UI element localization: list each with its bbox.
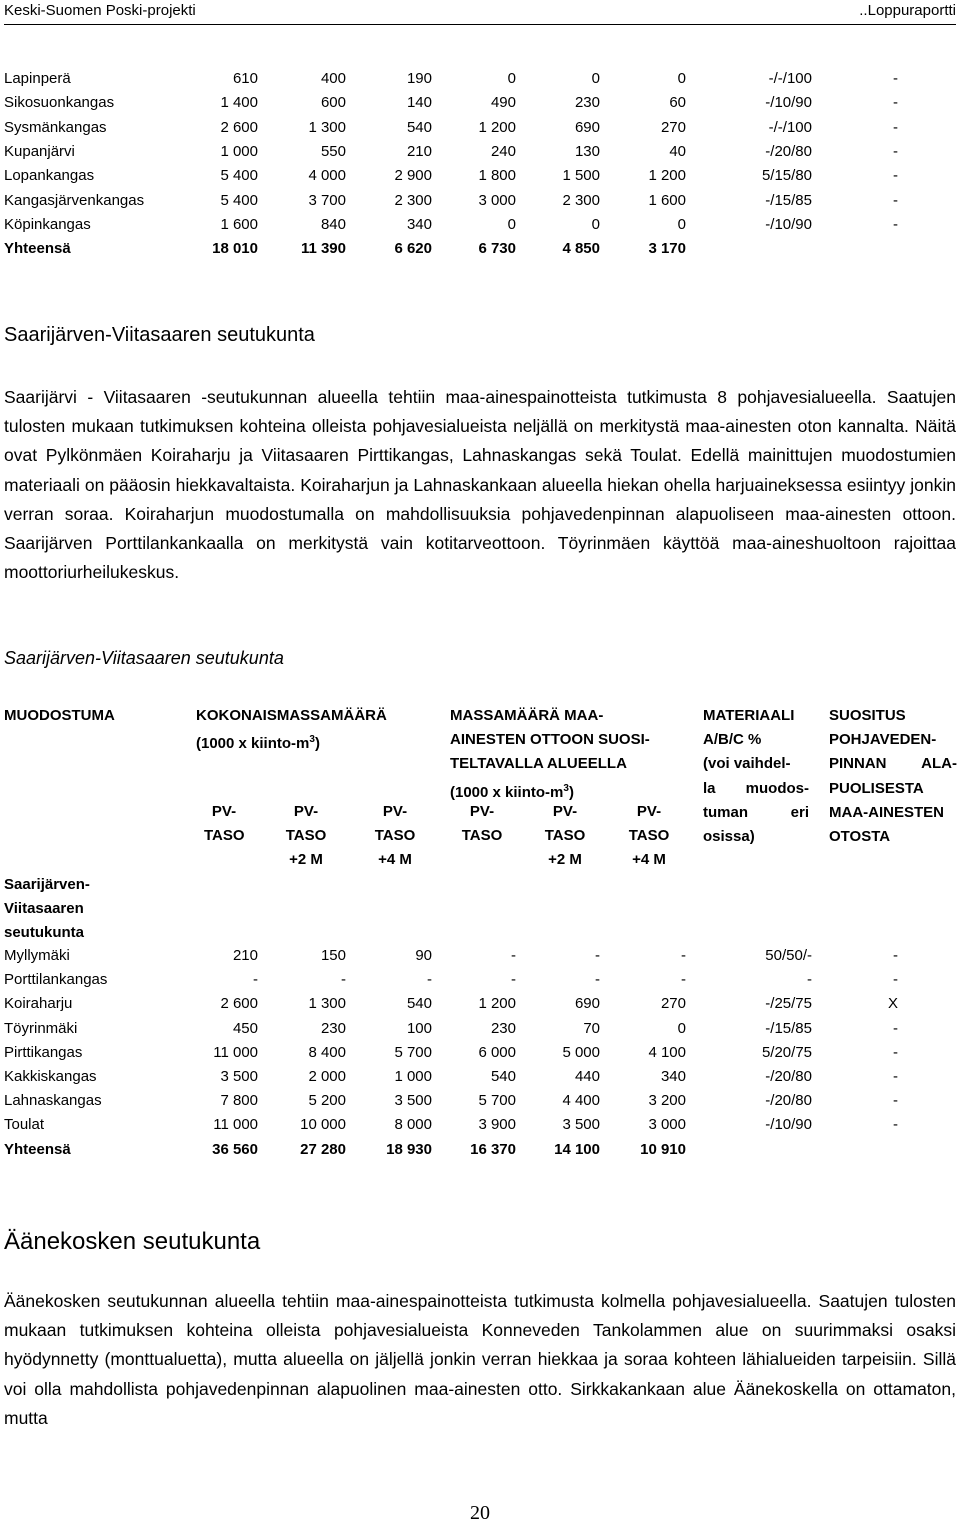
row-name: Porttilankangas (4, 971, 108, 989)
sub-plus4: +4 M (632, 851, 666, 869)
cell-col-7: -/10/90 (765, 215, 812, 233)
cell-col-5: - (595, 971, 600, 989)
cell-col-6: 4 100 (648, 1043, 686, 1061)
header-massa-close: ) (568, 783, 574, 801)
sub-plus2: +2 M (548, 851, 582, 869)
cell-col-3: 540 (406, 995, 432, 1013)
header-mat-eri: eri (790, 803, 809, 821)
row-name: Köpinkangas (4, 215, 91, 233)
page-number: 20 (470, 1502, 490, 1524)
cell-col-3: 100 (406, 1019, 432, 1037)
header-mat-la: la (703, 779, 716, 797)
cell-col-7: 5/20/75 (761, 1043, 812, 1061)
cell-col-2: 4 000 (308, 167, 346, 185)
cell-col-1: 5 400 (220, 191, 258, 209)
region-label (4, 873, 90, 946)
cell-col-3: 18 930 (386, 1140, 432, 1158)
header-mat-line1: MATERIAALI (703, 707, 795, 724)
cell-col-1: 7 800 (220, 1092, 258, 1110)
sub-taso: TASO (628, 827, 670, 845)
cell-col-2: 1 300 (308, 995, 346, 1013)
header-massa-sup: 3 (563, 782, 569, 794)
cell-col-2: 400 (320, 70, 346, 87)
cell-col-4: - (511, 971, 516, 989)
cell-col-5: 2 300 (562, 191, 600, 209)
cell-col-8: - (893, 118, 898, 136)
sub-taso: TASO (461, 827, 503, 845)
cell-col-3: 2 900 (394, 167, 432, 185)
cell-col-6: 1 200 (648, 167, 686, 185)
table-row (4, 141, 956, 165)
header-muodostuma: MUODOSTUMA (4, 707, 115, 724)
row-name: Kakkiskangas (4, 1068, 97, 1085)
sub-pv: PV- (469, 803, 495, 820)
table-row (4, 1090, 956, 1114)
cell-col-2: 3 700 (308, 191, 346, 209)
cell-col-3: 340 (406, 215, 432, 233)
table-row (4, 945, 956, 969)
row-name: Lahnaskangas (4, 1092, 102, 1110)
sub-plus2: +2 M (289, 851, 323, 869)
cell-col-4: 1 800 (478, 167, 516, 185)
cell-col-8: - (893, 167, 898, 185)
section-heading-saarijarvi: Saarijärven-Viitasaaren seutukunta (4, 324, 315, 346)
header-materiaali (703, 704, 809, 849)
cell-col-5: 440 (574, 1068, 600, 1085)
cell-col-2: 1 300 (308, 118, 346, 136)
cell-col-1: 18 010 (212, 240, 258, 258)
table-row (4, 190, 956, 214)
cell-col-8: - (893, 971, 898, 989)
section-paragraph-aanekoski: Äänekosken seutukunnan alueella tehtiin maa-ainespainotteista tutkimusta kolmella pohjavesialueella. Saatujen tulosten mukaan tutkimuksen kohteina olleista pohjavesialueista Konneveden Tankolammen alue on suurimmaksi osaksi hyödynnetty (monttualuetta), mutta alueella on jäljellä jonkin verran hiekkaa ja soraa kohteen lähialueiden tarpeisiin. Sillä voi olla mahdollista pohjavedenpinnan alapuolinen maa-ainesten otto. Sirkkakankaan alue Äänekoskella on ottamaton, mutta (4, 1291, 956, 1428)
cell-col-7: -/10/90 (765, 94, 812, 112)
sub-plus4: +4 M (378, 851, 412, 869)
cell-col-6: - (681, 947, 686, 964)
cell-col-3: 90 (415, 947, 432, 964)
table-row (4, 1066, 956, 1090)
cell-col-2: 10 000 (300, 1116, 346, 1134)
row-name: Yhteensä (4, 240, 71, 258)
header-kokonais-close: ) (314, 735, 320, 753)
cell-col-2: 550 (320, 142, 346, 160)
header-massa-unit: (1000 x kiinto-m (450, 783, 564, 801)
cell-col-8: - (893, 70, 898, 87)
cell-col-3: 140 (406, 94, 432, 112)
cell-col-6: 270 (660, 995, 686, 1013)
cell-col-7: -/20/80 (765, 1092, 812, 1110)
table-row (4, 993, 956, 1017)
cell-col-1: 11 000 (213, 1043, 258, 1061)
cell-col-7: -/10/90 (765, 1116, 812, 1134)
cell-col-1: 210 (232, 947, 258, 964)
cell-col-5: 0 (591, 70, 600, 87)
cell-col-1: 610 (232, 70, 258, 87)
cell-col-5: 0 (591, 215, 600, 233)
subheader-pv-taso-4 (458, 800, 506, 848)
table-row (4, 165, 956, 189)
cell-col-7: -/20/80 (765, 1068, 812, 1085)
header-kokonais-line1: KOKONAISMASSAMÄÄRÄ (196, 707, 387, 724)
region-line2: Viitasaaren (4, 900, 84, 918)
row-name: Sikosuonkangas (4, 94, 115, 112)
row-name: Sysmänkangas (4, 118, 107, 136)
sub-pv: PV- (552, 803, 578, 820)
subheader-pv-taso-5 (541, 800, 589, 873)
cell-col-6: 0 (677, 70, 686, 87)
cell-col-8: - (893, 1068, 898, 1085)
cell-col-2: 5 200 (308, 1092, 346, 1110)
header-report-title: ..Loppuraportti (859, 2, 956, 19)
header-mat-tuman: tuman (703, 803, 748, 821)
cell-col-4: 16 370 (470, 1140, 516, 1158)
cell-col-7: - (807, 971, 812, 989)
row-name: Koiraharju (4, 995, 73, 1013)
cell-col-1: 5 400 (220, 167, 258, 185)
sub-pv: PV- (293, 803, 319, 820)
region-line3: seutukunta (4, 924, 85, 942)
header-suos-line1: SUOSITUS (829, 707, 906, 724)
table-row (4, 238, 956, 262)
subheader-pv-taso-1 (204, 800, 244, 848)
cell-col-8: - (893, 1019, 898, 1037)
cell-col-3: 540 (406, 118, 432, 136)
cell-col-4: 230 (490, 1019, 516, 1037)
cell-col-4: 0 (507, 215, 516, 233)
region-line1: Saarijärven- (4, 876, 90, 893)
sub-taso: TASO (204, 827, 245, 845)
cell-col-8: X (887, 995, 898, 1013)
cell-col-1: 1 400 (220, 94, 258, 112)
section-heading-aanekoski: Äänekosken seutukunta (4, 1228, 261, 1255)
cell-col-2: 11 390 (300, 240, 346, 258)
cell-col-8: - (893, 1116, 898, 1134)
cell-col-5: 1 500 (562, 167, 600, 185)
cell-col-7: -/20/80 (765, 142, 812, 160)
table-row (4, 1018, 956, 1042)
cell-col-5: 130 (574, 142, 600, 160)
cell-col-4: 1 200 (478, 118, 516, 136)
cell-col-7: 5/15/80 (761, 167, 812, 185)
header-suos-line4: PUOLISESTA (829, 779, 924, 797)
cell-col-1: 1 600 (220, 215, 258, 233)
header-massa-line1: MASSAMÄÄRÄ MAA- (450, 707, 604, 724)
cell-col-7: -/-/100 (768, 118, 812, 136)
row-name: Lopankangas (4, 167, 95, 185)
sub-pv: PV- (636, 803, 662, 820)
table-row (4, 68, 956, 92)
cell-col-4: 240 (490, 142, 516, 160)
table-row (4, 92, 956, 116)
row-name: Yhteensä (4, 1140, 71, 1158)
cell-col-2: 150 (320, 947, 346, 964)
header-massamaara (450, 704, 650, 805)
cell-col-8: - (893, 94, 898, 112)
cell-col-3: 2 300 (394, 191, 432, 209)
cell-col-2: 8 400 (308, 1043, 346, 1061)
cell-col-2: - (341, 971, 346, 989)
cell-col-5: 690 (574, 118, 600, 136)
header-kokonais-line2 (196, 728, 387, 756)
row-name: Kupanjärvi (4, 142, 75, 160)
cell-col-6: 3 170 (648, 240, 686, 258)
cell-col-3: - (427, 971, 432, 989)
cell-col-7: -/-/100 (768, 70, 812, 87)
header-suos-line3 (829, 752, 957, 776)
page-header (4, 0, 956, 25)
cell-col-4: 1 200 (478, 995, 516, 1013)
cell-col-5: 690 (574, 995, 600, 1013)
cell-col-4: 6 730 (478, 240, 516, 258)
subheader-pv-taso-2 (282, 800, 330, 873)
cell-col-5: 230 (574, 94, 600, 112)
table-row (4, 1114, 956, 1138)
cell-col-1: 450 (232, 1019, 258, 1037)
cell-col-5: 4 850 (562, 240, 600, 258)
cell-col-5: 14 100 (554, 1140, 600, 1158)
cell-col-3: 210 (406, 142, 432, 160)
table-row (4, 214, 956, 238)
header-suos-line5: MAA-AINESTEN (829, 803, 944, 821)
cell-col-8: - (893, 191, 898, 209)
cell-col-4: 6 000 (478, 1043, 516, 1061)
header-mat-line4 (703, 777, 809, 801)
sub-taso: TASO (285, 827, 327, 845)
cell-col-4: 5 700 (478, 1092, 516, 1110)
header-massa-line3: TELTAVALLA ALUEELLA (450, 755, 627, 773)
cell-col-4: 3 900 (478, 1116, 516, 1134)
header-kokonais-unit: (1000 x kiinto-m (196, 735, 310, 753)
sub-taso: TASO (544, 827, 586, 845)
cell-col-1: 1 000 (220, 142, 258, 160)
cell-col-1: 36 560 (212, 1140, 258, 1158)
cell-col-8: - (893, 215, 898, 233)
header-mat-line5 (703, 801, 809, 825)
table-row (4, 969, 956, 993)
cell-col-6: 340 (660, 1068, 686, 1085)
cell-col-8: - (893, 947, 898, 964)
table-row (4, 1042, 956, 1066)
cell-col-1: 3 500 (220, 1068, 258, 1085)
row-name: Kangasjärvenkangas (4, 191, 145, 209)
row-name: Myllymäki (4, 947, 70, 964)
section-paragraph-saarijarvi: Saarijärvi - Viitasaaren -seutukunnan alueella tehtiin maa-ainespainotteista tutkimusta 8 pohjavesialueella. Saatujen tulosten mukaan tutkimuksen kohteina olleista pohjavesialueista neljällä on merkitystä maa-ainesten oton kannalta. Näitä ovat Pylkönmäen Koiraharju ja Viitasaaren Pirttikangas, Lahnaskangas sekä Toulat. Edellä mainittujen muodostumien materiaali on pääosin hiekkavaltaista. Koiraharjun ja Lahnaskankaan alueella hiekan ohella harjuaineksessa esiintyy jonkin verran soraa. Koiraharjun muodostumalla on mahdollisuuksia pohjavedenpinnan alapuoliseen maa-ainesten ottoon. Saarijärven Porttilankankaalla on merkitystä vain kotitarveottoon. Töyrinmäen käyttöä maa-aineshuoltoon rajoittaa moottoriurheilukeskus. (4, 387, 956, 583)
table-caption: Saarijärven-Viitasaaren seutukunta (4, 648, 284, 668)
cell-col-1: 2 600 (220, 118, 258, 136)
sub-taso: TASO (374, 827, 416, 845)
header-suositus (829, 704, 957, 849)
cell-col-6: 1 600 (648, 191, 686, 209)
cell-col-4: - (511, 947, 516, 964)
cell-col-5: - (595, 947, 600, 964)
cell-col-5: 4 400 (562, 1092, 600, 1110)
row-name: Lapinperä (4, 70, 71, 87)
cell-col-6: 10 910 (640, 1140, 686, 1158)
cell-col-1: 2 600 (220, 995, 258, 1013)
header-suos-line6: OTOSTA (829, 828, 891, 846)
cell-col-3: 190 (406, 70, 432, 87)
cell-col-7: -/15/85 (765, 191, 812, 209)
cell-col-2: 840 (320, 215, 346, 233)
header-mat-line3: (voi vaihdel- (703, 755, 791, 773)
cell-col-8: - (893, 1092, 898, 1110)
header-kokonais-sup: 3 (309, 734, 315, 746)
cell-col-6: 60 (669, 94, 686, 112)
cell-col-6: 270 (660, 118, 686, 136)
cell-col-7: -/15/85 (765, 1019, 812, 1037)
cell-col-8: - (893, 142, 898, 160)
cell-col-5: 5 000 (562, 1043, 600, 1061)
cell-col-7: -/25/75 (765, 995, 812, 1013)
subheader-pv-taso-6 (625, 800, 673, 873)
table-row (4, 117, 956, 141)
table-row (4, 1139, 956, 1163)
cell-col-7: 50/50/- (765, 947, 812, 964)
cell-col-3: 3 500 (394, 1092, 432, 1110)
row-name: Toulat (4, 1116, 45, 1134)
cell-col-8: - (893, 1043, 898, 1061)
cell-col-6: 0 (677, 1019, 686, 1037)
header-kokonaismassamaara (196, 704, 387, 756)
sub-pv: PV- (382, 803, 408, 820)
row-name: Töyrinmäki (4, 1019, 78, 1037)
cell-col-5: 3 500 (562, 1116, 600, 1134)
header-project-title: Keski-Suomen Poski-projekti (4, 2, 196, 19)
cell-col-2: 230 (320, 1019, 346, 1037)
cell-col-4: 0 (507, 70, 516, 87)
cell-col-3: 5 700 (394, 1043, 432, 1061)
header-massa-line2: AINESTEN OTTOON SUOSI- (450, 731, 650, 749)
cell-col-6: 40 (669, 142, 686, 160)
cell-col-6: 3 200 (648, 1092, 686, 1110)
cell-col-3: 8 000 (394, 1116, 432, 1134)
header-suos-ala: ALA- (921, 755, 957, 773)
cell-col-2: 2 000 (308, 1068, 346, 1085)
cell-col-6: 3 000 (648, 1116, 686, 1134)
cell-col-2: 600 (320, 94, 346, 112)
header-mat-line2: A/B/C % (703, 731, 762, 749)
header-mat-muodos: muodos- (745, 779, 809, 797)
cell-col-4: 490 (490, 94, 516, 112)
sub-pv: PV- (211, 803, 237, 820)
cell-col-1: 11 000 (213, 1116, 258, 1134)
cell-col-2: 27 280 (300, 1140, 346, 1158)
cell-col-1: - (253, 971, 258, 989)
cell-col-5: 70 (583, 1019, 600, 1037)
cell-col-6: - (681, 971, 686, 989)
cell-col-3: 1 000 (394, 1068, 432, 1085)
row-name: Pirttikangas (4, 1043, 83, 1061)
cell-col-6: 0 (677, 215, 686, 233)
cell-col-4: 540 (490, 1068, 516, 1085)
subheader-pv-taso-3 (371, 800, 419, 873)
header-suos-pinnan: PINNAN (829, 755, 887, 773)
header-mat-line6: osissa) (703, 828, 755, 846)
header-suos-line2: POHJAVEDEN- (829, 731, 937, 749)
cell-col-3: 6 620 (394, 240, 432, 258)
cell-col-4: 3 000 (478, 191, 516, 209)
